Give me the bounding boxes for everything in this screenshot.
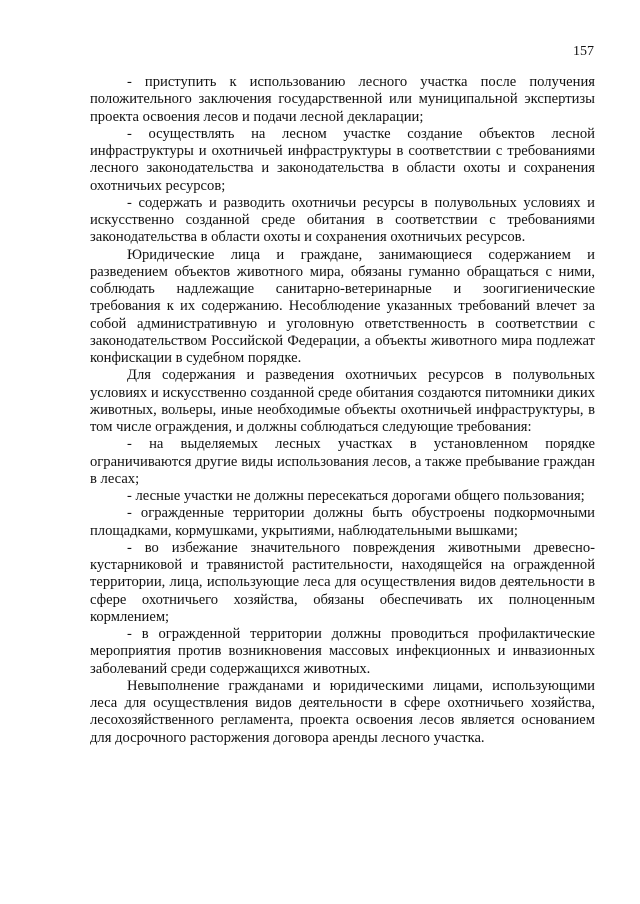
paragraph: - во избежание значительного повреждения животными древесно-кустарниковой и травянистой растительности, находящейся на огражденной территории, лица, использующие леса для осуществления видов деятельности в сфере охотничьего хозяйства, обязаны обеспечивать их полноценным кормлением; (90, 539, 595, 625)
paragraph: Для содержания и разведения охотничьих ресурсов в полувольных условиях и искусственно созданной среде обитания создаются питомники диких животных, вольеры, иные необходимые объекты охотничьей инфраструктуры, в том числе ограждения, и должны соблюдаться следующие требования: (90, 367, 595, 435)
page-number: 157 (573, 44, 594, 59)
paragraph: - в огражденной территории должны проводиться профилактические мероприятия против возникновения массовых инфекционных и инвазионных заболеваний среди содержащихся животных. (90, 626, 595, 677)
paragraph: - содержать и разводить охотничьи ресурсы в полувольных условиях и искусственно созданной среде обитания в соответствии с требованиями законодательства в области охоты и сохранения охотничьих ресурсов. (90, 194, 595, 246)
paragraph: Юридические лица и граждане, занимающиеся содержанием и разведением объектов животного мира, обязаны гуманно обращаться с ними, соблюдать надлежащие санитарно-ветеринарные и зоогигиенические требования к их содержанию. Несоблюдение указанных требований влечет за собой административную и уголовную ответственность в соответствии с законодательством Российской Федерации, а объекты животного мира подлежат конфискации в судебном порядке. (90, 246, 595, 366)
body-text (90, 74, 595, 747)
paragraph: - лесные участки не должны пересекаться дорогами общего пользования; (127, 488, 585, 504)
paragraph: - на выделяемых лесных участках в установленном порядке ограничиваются другие виды использования лесов, а также пребывание граждан в лесах; (90, 436, 595, 487)
paragraph: Невыполнение гражданами и юридическими лицами, использующими леса для осуществления видов деятельности в сфере охотничьего хозяйства, лесохозяйственного регламента, проекта освоения лесов является основанием для досрочного расторжения договора аренды лесного участка. (90, 677, 595, 746)
paragraph: - огражденные территории должны быть обустроены подкормочными площадками, кормушками, укрытиями, наблюдательными вышками; (90, 505, 595, 539)
paragraph: - осуществлять на лесном участке создание объектов лесной инфраструктуры и охотничьей инфраструктуры в соответствии с требованиями лесного законодательства и законодательства в области охоты и сохранения охотничьих ресурсов; (90, 125, 595, 194)
paragraph: - приступить к использованию лесного участка после получения положительного заключения государственной или муниципальной экспертизы проекта освоения лесов и подачи лесной декларации; (90, 74, 595, 125)
